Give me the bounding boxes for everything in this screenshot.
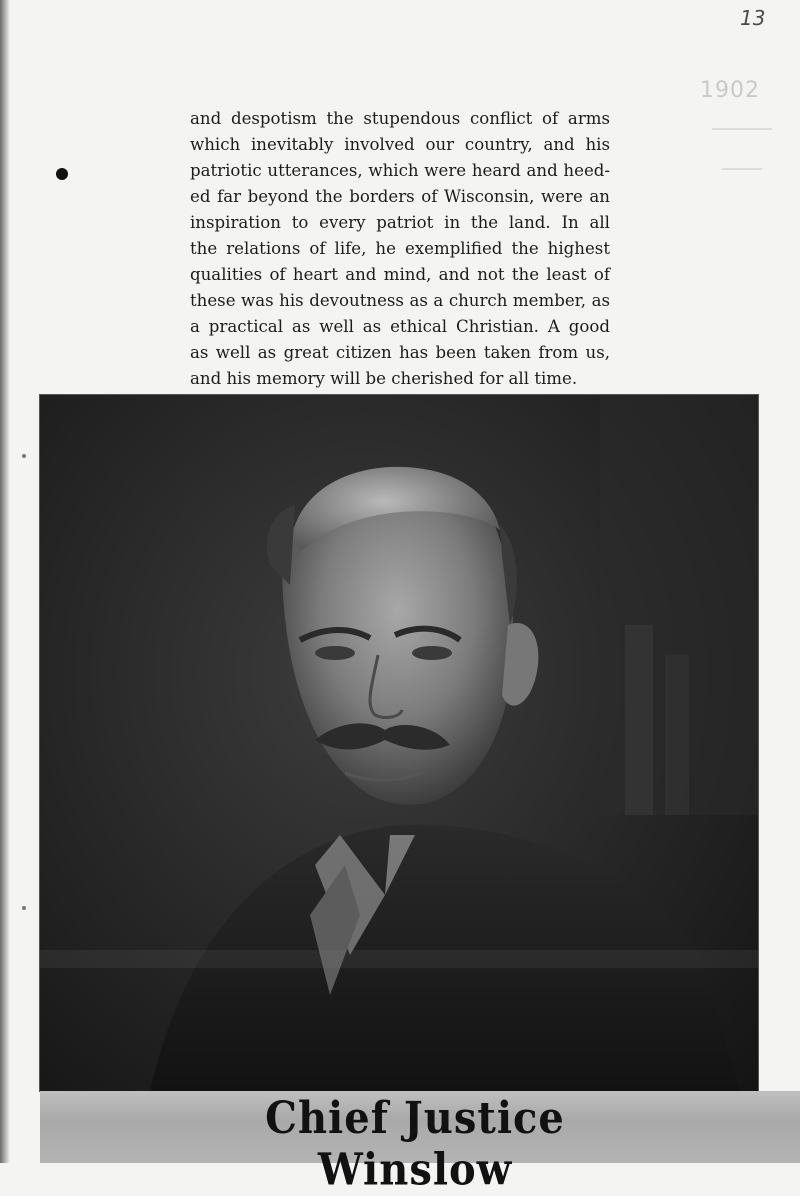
- article-line: as well as great citizen has been taken from us,: [190, 343, 610, 362]
- portrait-illustration: [40, 395, 758, 1091]
- article-line: patriotic utterances, which were heard and heed-: [190, 161, 610, 180]
- pencil-mark: [712, 128, 772, 130]
- page-number: 13: [740, 6, 766, 30]
- margin-dot: [22, 454, 26, 458]
- article-line: and despotism the stupendous conflict of arms: [190, 109, 610, 128]
- article-text: [190, 106, 610, 392]
- article-line: qualities of heart and mind, and not the least of: [190, 265, 610, 284]
- punch-hole: [56, 168, 68, 180]
- pencil-mark: [722, 168, 762, 170]
- article-line: inspiration to every patriot in the land. In all: [190, 213, 610, 232]
- article-line: a practical as well as ethical Christian. A good: [190, 317, 610, 336]
- article-line: and his memory will be cherished for all time.: [190, 369, 578, 388]
- margin-dot: [22, 906, 26, 910]
- article-line: the relations of life, he exemplified the highest: [190, 239, 610, 258]
- portrait-photo: [40, 395, 758, 1091]
- article-line: which inevitably involved our country, and his: [190, 135, 610, 154]
- article-line: these was his devoutness as a church member, as: [190, 291, 610, 310]
- article-line: ed far beyond the borders of Wisconsin, were an: [190, 187, 610, 206]
- page-edge: [0, 0, 10, 1163]
- pencil-note: 1902: [700, 78, 760, 103]
- photo-caption: Chief Justice Winslow: [265, 1092, 565, 1196]
